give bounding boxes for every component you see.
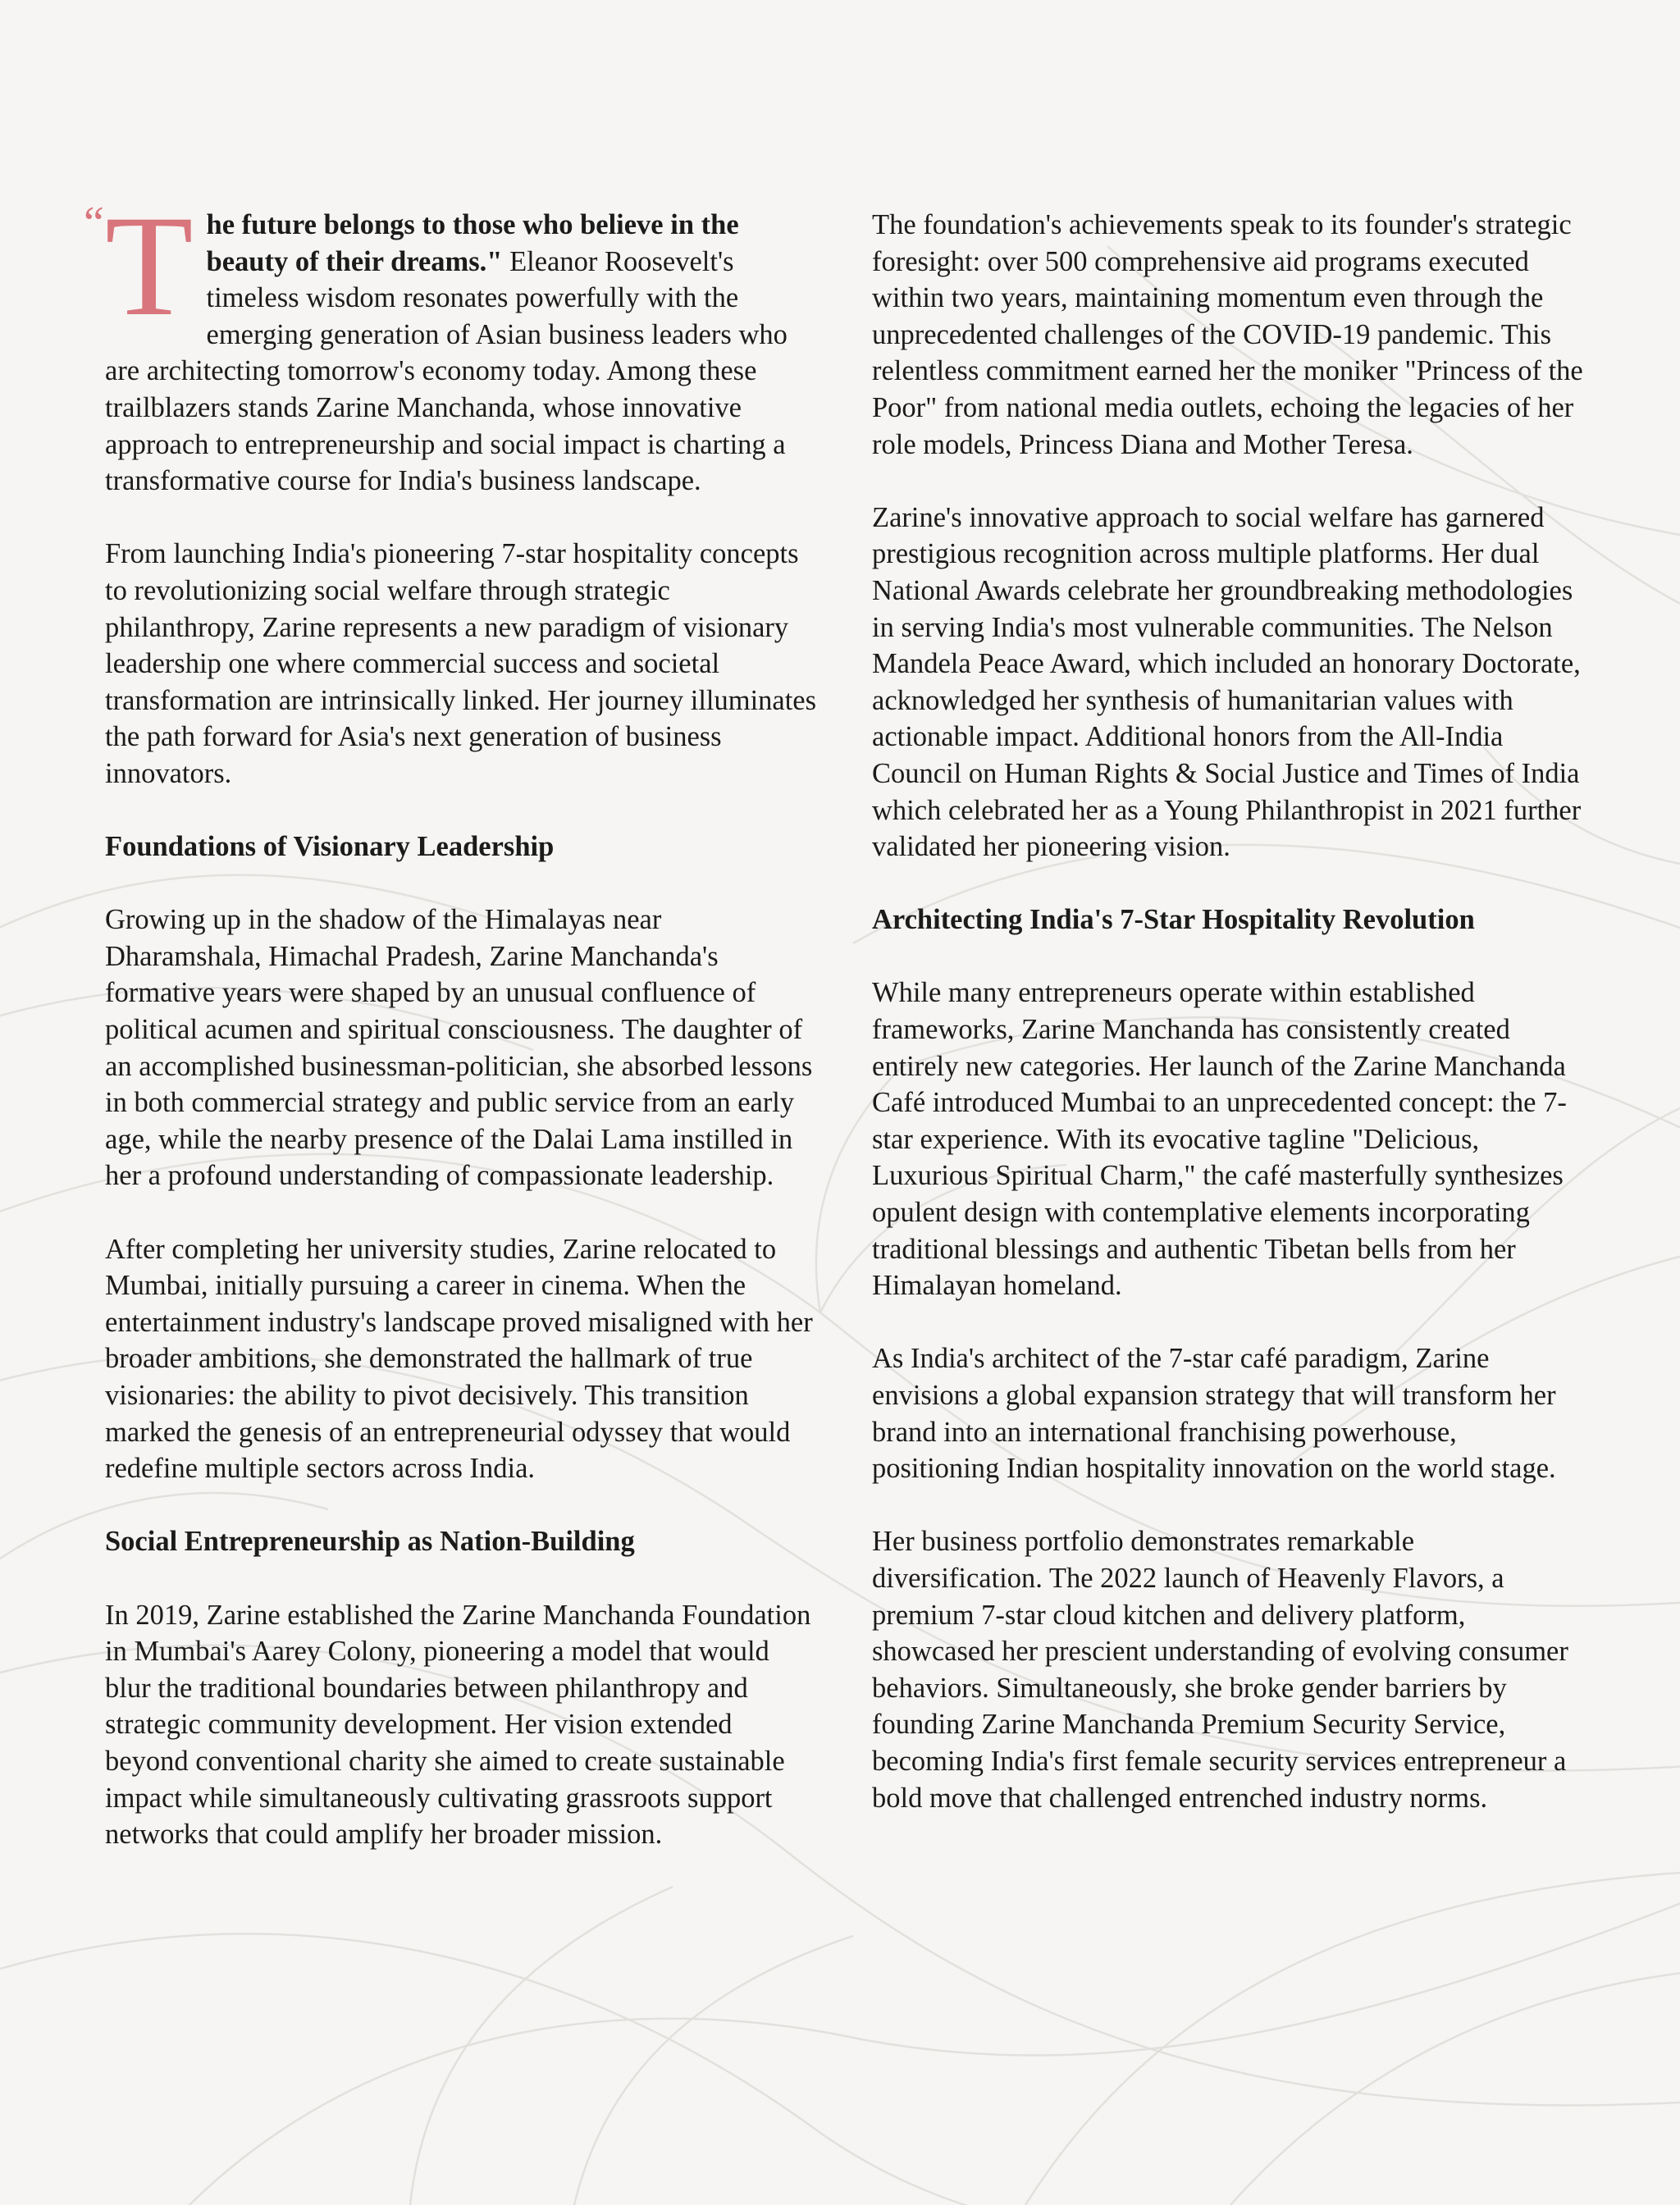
intro-quote-bold: he future belongs to those who believe in the beauty of their dreams." [206, 209, 739, 277]
intro-paragraph [84, 186, 819, 500]
paragraph-global-expansion: As India's architect of the 7-star café paradigm, Zarine envisions a global expansion strategy that will transform her brand into an international franchising powerhouse, positioning Indian hospitality innovation on the world stage. [872, 1343, 1556, 1485]
paragraph-portfolio: Her business portfolio demonstrates remarkable diversification. The 2022 launch of Heavenly Flavors, a premium 7-star cloud kitchen and delivery platform, showcased her prescient understanding of evolving consumer behaviors. Simultaneously, she broke gender barriers by founding Zarine Manchanda Premium Security Service, becoming India's first female security services entrepreneur a bold move that challenged entrenched industry norms. [872, 1526, 1568, 1814]
paragraph-himalayas: Growing up in the shadow of the Himalayas near Dharamshala, Himachal Pradesh, Zarine Manchanda's formative years were shaped by an unusual confluence of political acumen and spiritual consciousness. The daughter of an accomplished businessman-politician, she absorbed lessons in both commercial strategy and public service from an early age, while the nearby presence of the Dalai Lama instilled in her a profound understanding of compassionate leadership. [105, 904, 813, 1192]
opening-quote-mark: “ [84, 198, 104, 249]
intro-text: Eleanor Roosevelt's timeless wisdom resonates powerfully with the emerging generation of Asian business leaders who are architecting tomorrow's economy today. Among these trailblazers stands Zarine Manchanda, whose innovative approach to entrepreneurship and social impact is charting a transformative course for India's business landscape. [105, 245, 788, 497]
paragraph-recognition: Zarine's innovative approach to social welfare has garnered prestigious recognition across multiple platforms. Her dual National Awards celebrate her groundbreaking methodologies in serving India's most vulnerable communities. The Nelson Mandela Peace Award, which included an honorary Doctorate, acknowledged her synthesis of humanitarian values with actionable impact. Additional honors from the All-India Council on Human Rights & Social Justice and Times of India which celebrated her as a Young Philanthropist in 2021 further validated her pioneering vision. [872, 501, 1582, 863]
paragraph-foundation-2019: In 2019, Zarine established the Zarine Manchanda Foundation in Mumbai's Aarey Colony, pioneering a model that would blur the traditional boundaries between philanthropy and strategic community development. Her vision extended beyond conventional charity she aimed to create sustainable impact while simultaneously cultivating grassroots support networks that could amplify her broader mission. [105, 1599, 811, 1851]
article-left-column [84, 186, 819, 1853]
article-right-column [872, 207, 1586, 1816]
section-heading-foundations: Foundations of Visionary Leadership [105, 831, 555, 863]
paragraph-cafe: While many entrepreneurs operate within established frameworks, Zarine Manchanda has consistently created entirely new categories. Her launch of the Zarine Manchanda Café introduced Mumbai to an unprecedented concept: the 7-star experience. With its evocative tagline "Delicious, Luxurious Spiritual Charm," the café masterfully synthesizes opulent design with contemplative elements incorporating traditional blessings and authentic Tibetan bells from her Himalayan homeland. [872, 977, 1567, 1302]
section-heading-hospitality: Architecting India's 7-Star Hospitality Revolution [872, 904, 1475, 936]
dropcap-letter: T [105, 186, 194, 346]
section-heading-social-entrepreneurship: Social Entrepreneurship as Nation-Building [105, 1526, 635, 1558]
paragraph-mumbai: After completing her university studies, Zarine relocated to Mumbai, initially pursuing a career in cinema. When the entertainment industry's landscape proved misaligned with her broader ambitions, she demonstrated the hallmark of true visionaries: the ability to pivot decisively. This transition marked the genesis of an entrepreneurial odyssey that would redefine multiple sectors across India. [105, 1233, 813, 1485]
paragraph-paradigm: From launching India's pioneering 7-star hospitality concepts to revolutionizing social welfare through strategic philanthropy, Zarine represents a new paradigm of visionary leadership one where commercial success and societal transformation are intrinsically linked. Her journey illuminates the path forward for Asia's next generation of business innovators. [105, 538, 817, 789]
paragraph-achievements: The foundation's achievements speak to its founder's strategic foresight: over 500 comprehensive aid programs executed within two years, maintaining momentum even through the unprecedented challenges of the COVID-19 pandemic. This relentless commitment earned her the moniker "Princess of the Poor" from national media outlets, echoing the legacies of her role models, Princess Diana and Mother Teresa. [872, 209, 1583, 460]
